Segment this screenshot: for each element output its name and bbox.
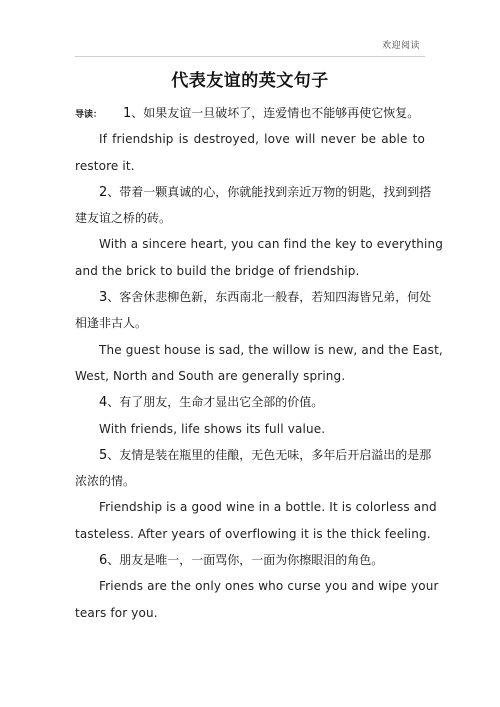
paragraph-5-en-line-1: Friendship is a good wine in a bottle. It is colorless and (99, 500, 437, 515)
paragraph-6-en-line-2: tears for you. (75, 605, 158, 620)
paragraph-4-zh-line-1 (75, 389, 425, 415)
paragraph-1-en-line-1: If friendship is destroyed, love will never be able to (99, 132, 425, 147)
paragraph-1-zh-line-1 (75, 100, 425, 126)
paragraph-6-en-line-1: Friends are the only ones who curse you and wipe your (99, 579, 439, 594)
paragraph-1-en-line-2: restore it. (75, 158, 135, 173)
paragraph-number: 3 (99, 290, 108, 306)
paragraph-2-en-line-1: With a sincere heart, you can find the key to everything (99, 237, 444, 252)
header-tag: 欢迎阅读 (381, 41, 420, 51)
paragraph-number: 1 (123, 106, 132, 121)
paragraph-3-en-line-1: The guest house is sad, the willow is new, and the East, (99, 342, 443, 357)
zh-text: 、带着一颗真诚的心，你就能找到亲近万物的钥匙，找到到搭 (107, 184, 432, 199)
zh-text: 、有了朋友，生命才显出它全部的价值。 (107, 395, 324, 410)
intro-label: 导读： (75, 110, 103, 120)
paragraph-5-en-line-2: tasteless. After years of overflowing it is the thick feeling. (75, 526, 431, 541)
paragraph-2-en-line-2: and the brick to build the bridge of friendship. (75, 263, 360, 278)
zh-text: 、如果友谊一旦破坏了，连爱情也不能够再使它恢复。 (131, 106, 420, 120)
paragraph-number: 2 (99, 184, 108, 200)
document-body (75, 100, 444, 626)
paragraph-5-zh-line-1 (75, 442, 432, 468)
page-header (0, 0, 500, 58)
paragraph-number: 6 (99, 553, 108, 569)
zh-text: 、朋友是唯一，一面骂你，一面为你擦眼泪的角色。 (107, 553, 384, 568)
document-title: 代表友谊的英文句子 (171, 71, 329, 91)
zh-text: 、客舍休悲柳色新，东西南北一般春，若知四海皆兄弟，何处 (107, 290, 432, 305)
paragraph-5-zh-line-2: 浓浓的情。 (75, 474, 136, 489)
paragraph-6-zh-line-1 (75, 547, 425, 573)
paragraph-number: 5 (99, 447, 108, 463)
paragraph-number: 4 (99, 395, 108, 411)
paragraph-2-zh-line-2: 建友谊之桥的砖。 (75, 211, 172, 226)
zh-text: 、友情是装在瓶里的佳酿，无色无味，多年后开启溢出的是那 (107, 447, 432, 462)
paragraph-3-zh-line-2: 相逢非古人。 (75, 316, 148, 331)
paragraph-3-en-line-2: West, North and South are generally spring. (75, 368, 346, 383)
header-divider (75, 56, 425, 57)
paragraph-4-en-line-1: With friends, life shows its full value. (99, 421, 326, 436)
paragraph-3-zh-line-1 (75, 284, 432, 310)
paragraph-2-zh-line-1 (75, 179, 432, 205)
